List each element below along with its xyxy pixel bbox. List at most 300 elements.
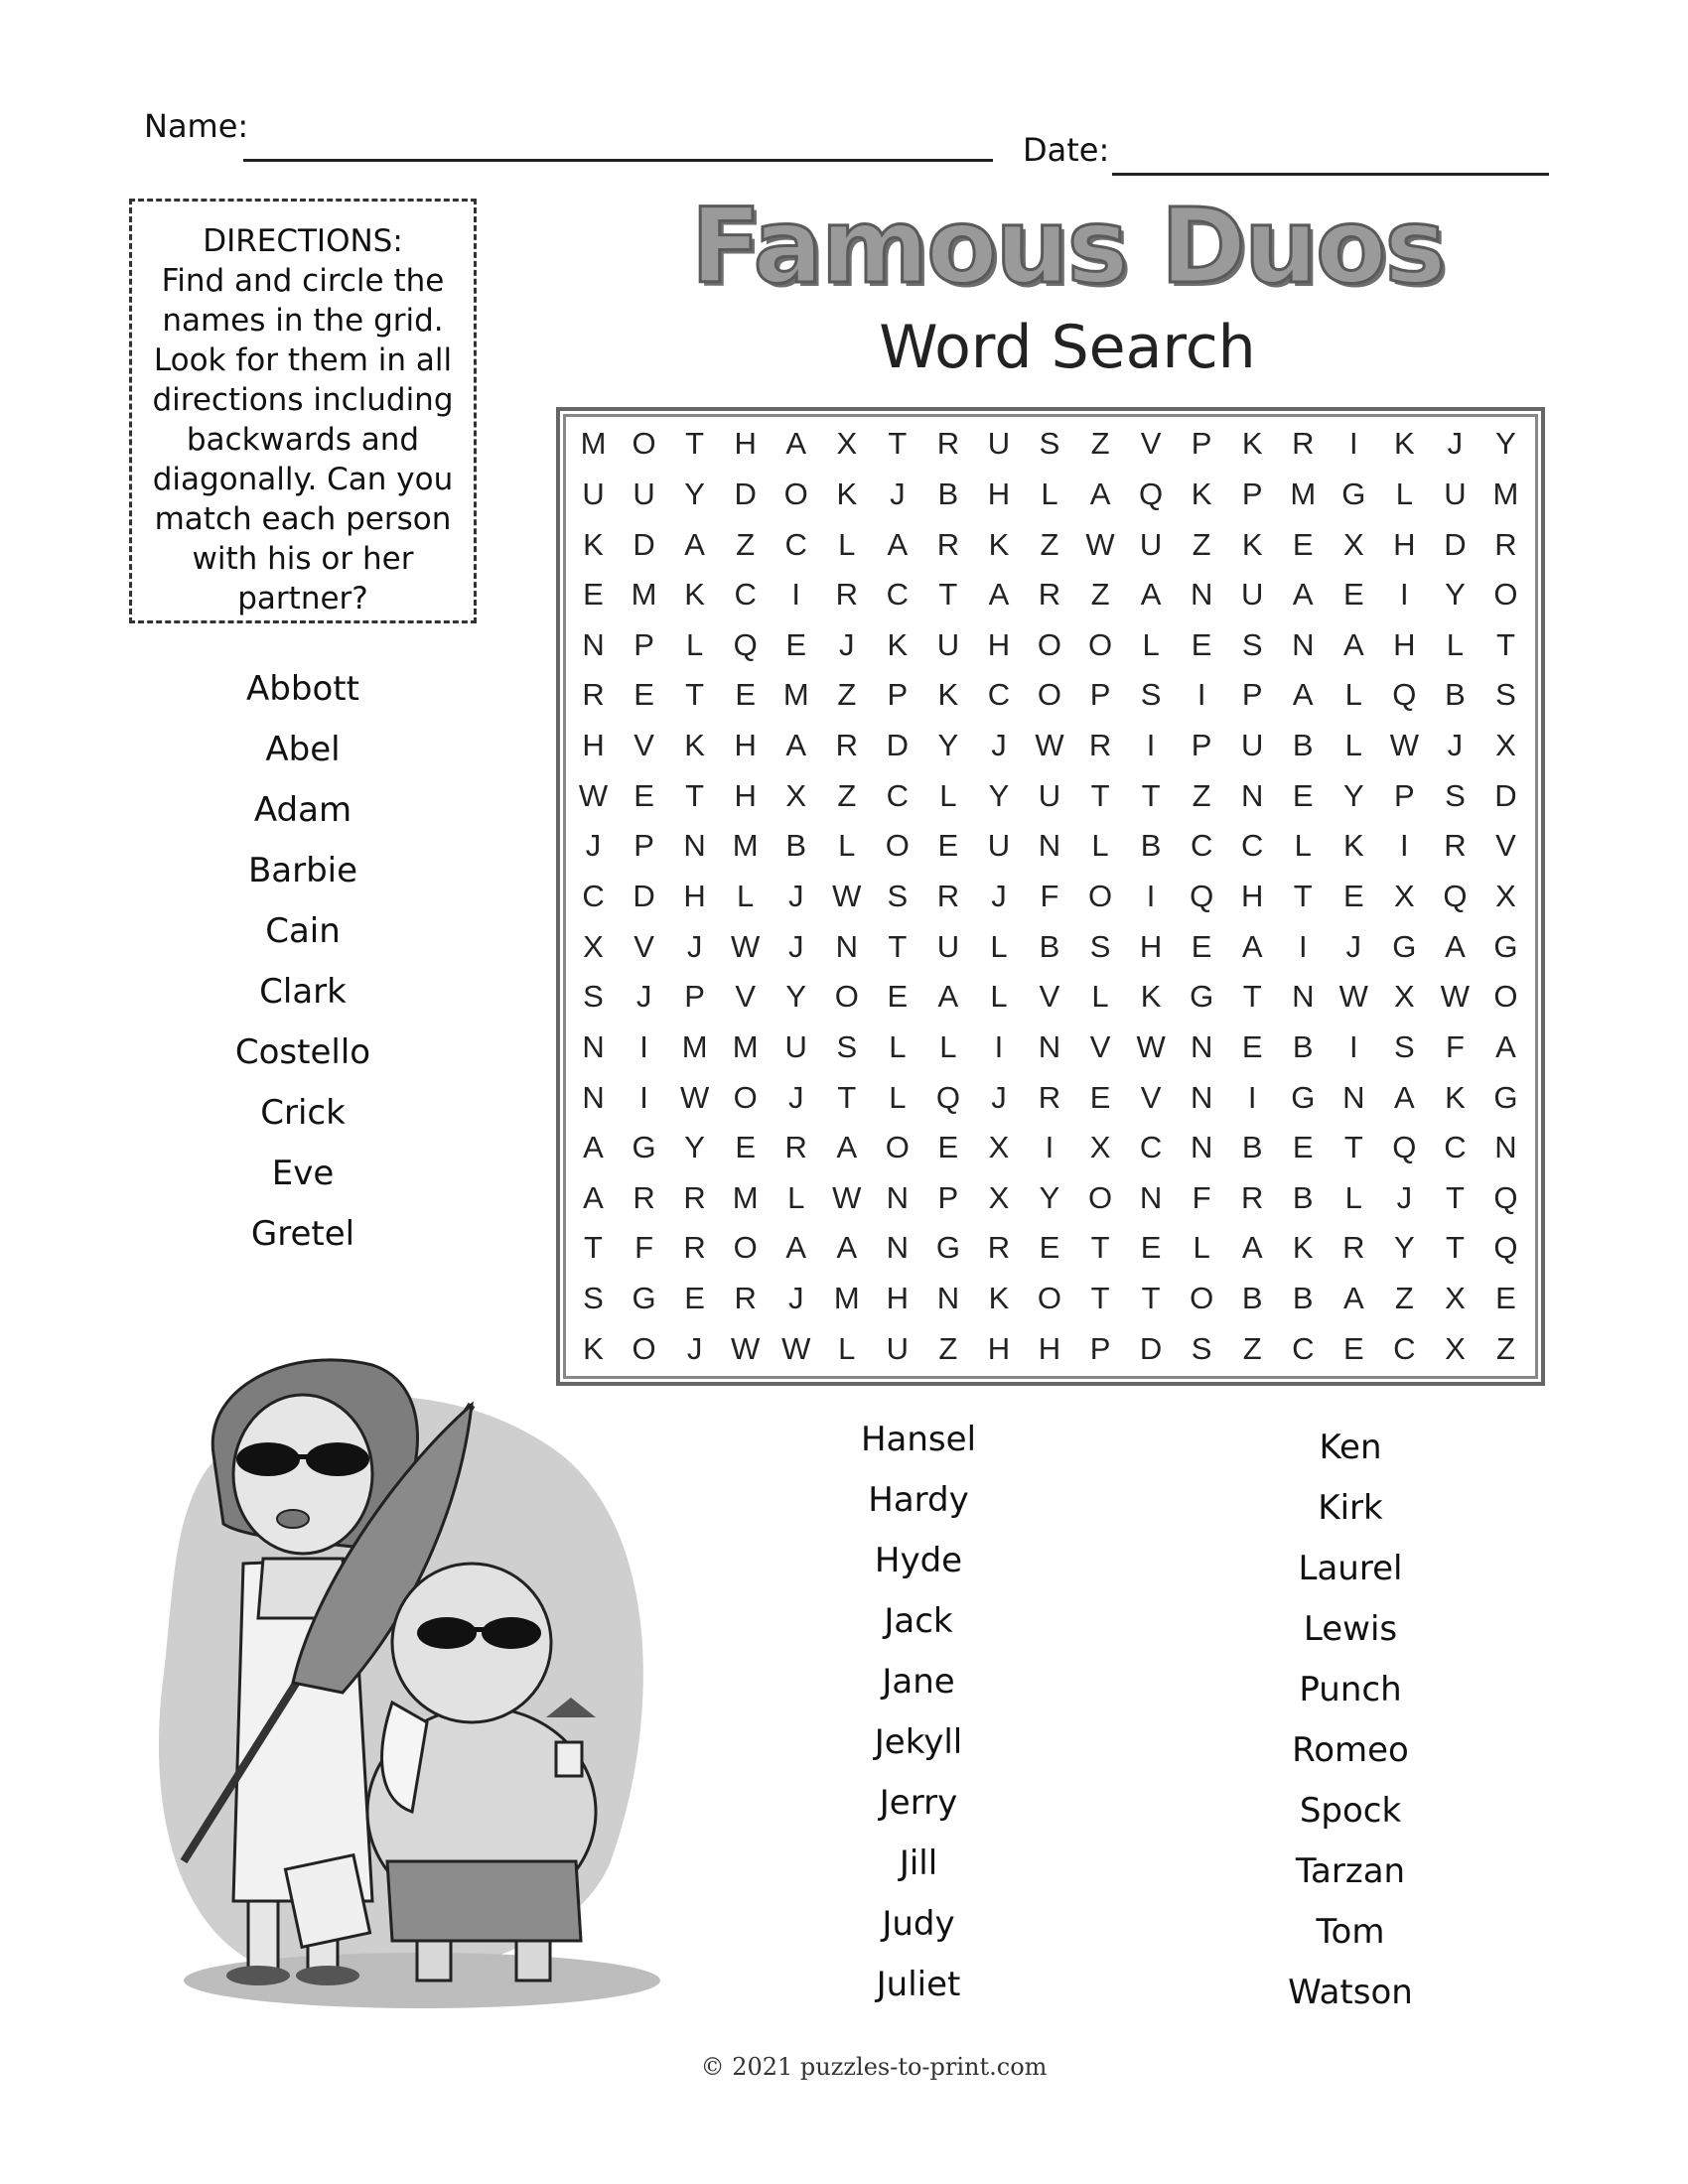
grid-cell[interactable]: S [583, 1281, 604, 1316]
grid-cell[interactable]: G [632, 1130, 656, 1165]
grid-cell[interactable]: T [584, 1230, 603, 1266]
grid-cell[interactable]: U [886, 1330, 910, 1366]
grid-cell[interactable]: N [1190, 1028, 1213, 1064]
grid-cell[interactable]: P [937, 1179, 959, 1215]
grid-cell[interactable]: R [582, 677, 605, 713]
grid-cell[interactable]: F [1445, 1028, 1465, 1064]
grid-cell[interactable]: H [734, 777, 757, 813]
grid-cell[interactable]: J [686, 928, 703, 964]
grid-cell[interactable]: C [1444, 1130, 1467, 1165]
grid-cell[interactable]: U [1444, 476, 1467, 511]
grid-cell[interactable]: S [1039, 426, 1060, 462]
grid-cell[interactable]: Y [1342, 777, 1364, 813]
grid-cell[interactable]: Z [837, 777, 857, 813]
grid-cell[interactable]: T [1141, 1281, 1161, 1316]
grid-cell[interactable]: D [734, 476, 757, 511]
grid-cell[interactable]: J [787, 1079, 804, 1115]
grid-cell[interactable]: I [639, 1028, 648, 1064]
grid-cell[interactable]: K [684, 577, 705, 613]
grid-cell[interactable]: Z [837, 677, 857, 713]
grid-cell[interactable]: A [836, 1130, 858, 1165]
grid-cell[interactable]: I [994, 1028, 1004, 1064]
grid-cell[interactable]: G [1291, 1079, 1316, 1115]
grid-cell[interactable]: E [1292, 1130, 1314, 1165]
grid-cell[interactable]: C [987, 677, 1011, 713]
grid-cell[interactable]: N [1494, 1130, 1517, 1165]
grid-cell[interactable]: A [1394, 1079, 1415, 1115]
grid-cell[interactable]: E [1342, 1330, 1364, 1366]
grid-cell[interactable]: A [785, 728, 807, 763]
grid-cell[interactable]: R [1342, 1230, 1365, 1266]
grid-cell[interactable]: O [1493, 577, 1518, 613]
grid-cell[interactable]: W [1389, 728, 1419, 763]
grid-cell[interactable]: B [1292, 1028, 1314, 1064]
grid-cell[interactable]: Z [1495, 1330, 1515, 1366]
grid-cell[interactable]: X [1394, 878, 1415, 913]
grid-cell[interactable]: H [683, 878, 706, 913]
grid-cell[interactable]: Z [1090, 426, 1110, 462]
grid-cell[interactable]: M [1492, 476, 1519, 511]
grid-cell[interactable]: E [1292, 777, 1314, 813]
grid-cell[interactable]: R [683, 1230, 706, 1266]
grid-cell[interactable]: A [937, 979, 959, 1015]
grid-cell[interactable]: D [633, 878, 655, 913]
grid-cell[interactable]: Y [684, 476, 705, 511]
grid-cell[interactable]: I [1400, 828, 1409, 864]
grid-cell[interactable]: J [787, 1281, 804, 1316]
grid-cell[interactable]: I [1348, 1028, 1358, 1064]
grid-cell[interactable]: Q [1392, 677, 1417, 713]
grid-cell[interactable]: P [684, 979, 705, 1015]
grid-cell[interactable]: R [1241, 1179, 1264, 1215]
grid-cell[interactable]: I [1348, 426, 1358, 462]
grid-cell[interactable]: K [1140, 979, 1162, 1015]
grid-cell[interactable]: J [991, 1079, 1007, 1115]
grid-cell[interactable]: E [684, 1281, 705, 1316]
grid-cell[interactable]: I [1196, 677, 1206, 713]
grid-cell[interactable]: S [1394, 1028, 1415, 1064]
grid-cell[interactable]: X [583, 928, 604, 964]
grid-cell[interactable]: L [990, 928, 1008, 964]
grid-cell[interactable]: O [1190, 1281, 1214, 1316]
grid-cell[interactable]: K [1342, 828, 1364, 864]
grid-cell[interactable]: K [988, 1281, 1010, 1316]
grid-cell[interactable]: I [791, 577, 801, 613]
grid-cell[interactable]: L [1344, 677, 1362, 713]
grid-cell[interactable]: F [1040, 878, 1059, 913]
grid-cell[interactable]: W [731, 928, 761, 964]
grid-cell[interactable]: O [1493, 979, 1518, 1015]
grid-cell[interactable]: U [987, 828, 1011, 864]
grid-cell[interactable]: L [990, 979, 1008, 1015]
grid-cell[interactable]: N [582, 1079, 605, 1115]
grid-cell[interactable]: R [936, 426, 960, 462]
grid-cell[interactable]: E [1140, 1230, 1162, 1266]
grid-cell[interactable]: Z [1394, 1281, 1414, 1316]
grid-cell[interactable]: T [1445, 1179, 1465, 1215]
grid-cell[interactable]: J [1447, 728, 1464, 763]
grid-cell[interactable]: Z [1192, 777, 1211, 813]
grid-cell[interactable]: H [1393, 526, 1416, 562]
grid-cell[interactable]: Y [1445, 577, 1466, 613]
date-field[interactable] [1112, 173, 1549, 176]
grid-cell[interactable]: W [1035, 728, 1064, 763]
grid-cell[interactable]: P [1241, 677, 1263, 713]
grid-cell[interactable]: L [1091, 828, 1109, 864]
grid-cell[interactable]: E [633, 677, 654, 713]
grid-cell[interactable]: E [1342, 878, 1364, 913]
grid-cell[interactable]: O [632, 1330, 656, 1366]
grid-cell[interactable]: Z [1242, 1330, 1262, 1366]
grid-cell[interactable]: O [885, 828, 910, 864]
grid-cell[interactable]: Q [1139, 476, 1164, 511]
grid-cell[interactable]: P [1394, 777, 1415, 813]
grid-cell[interactable]: C [1241, 828, 1264, 864]
grid-cell[interactable]: S [1495, 677, 1516, 713]
grid-cell[interactable]: P [633, 828, 654, 864]
grid-cell[interactable]: D [1139, 1330, 1163, 1366]
grid-cell[interactable]: A [785, 1230, 807, 1266]
grid-cell[interactable]: T [888, 928, 908, 964]
grid-cell[interactable]: R [987, 1230, 1011, 1266]
grid-cell[interactable]: N [1241, 777, 1264, 813]
grid-cell[interactable]: A [988, 577, 1010, 613]
grid-cell[interactable]: T [1293, 878, 1313, 913]
grid-cell[interactable]: A [1241, 928, 1263, 964]
grid-cell[interactable]: V [1495, 828, 1516, 864]
grid-cell[interactable]: L [1294, 828, 1312, 864]
grid-cell[interactable]: X [785, 777, 807, 813]
grid-cell[interactable]: I [1400, 577, 1409, 613]
grid-cell[interactable]: C [1393, 1330, 1416, 1366]
grid-cell[interactable]: X [1445, 1330, 1466, 1366]
grid-cell[interactable]: K [988, 526, 1010, 562]
grid-cell[interactable]: X [988, 1130, 1010, 1165]
grid-cell[interactable]: W [832, 878, 862, 913]
grid-cell[interactable]: T [938, 577, 958, 613]
grid-cell[interactable]: T [1242, 979, 1262, 1015]
grid-cell[interactable]: U [936, 626, 960, 662]
grid-cell[interactable]: U [784, 1028, 807, 1064]
grid-cell[interactable]: A [1292, 677, 1314, 713]
grid-cell[interactable]: R [1494, 526, 1517, 562]
grid-cell[interactable]: R [1292, 426, 1315, 462]
grid-cell[interactable]: K [1241, 426, 1263, 462]
grid-cell[interactable]: A [583, 1130, 604, 1165]
grid-cell[interactable]: V [1140, 1079, 1162, 1115]
grid-cell[interactable]: O [733, 1079, 758, 1115]
grid-cell[interactable]: H [886, 1281, 910, 1316]
grid-cell[interactable]: N [1139, 1179, 1163, 1215]
grid-cell[interactable]: M [681, 1028, 708, 1064]
word-search-grid[interactable] [556, 407, 1545, 1386]
grid-cell[interactable]: Z [1040, 526, 1059, 562]
grid-cell[interactable]: R [1088, 728, 1112, 763]
grid-cell[interactable]: H [1139, 928, 1163, 964]
grid-cell[interactable]: A [1292, 577, 1314, 613]
grid-cell[interactable]: C [886, 577, 910, 613]
grid-cell[interactable]: E [633, 777, 654, 813]
grid-cell[interactable]: Q [1392, 1130, 1417, 1165]
grid-cell[interactable]: K [836, 476, 858, 511]
grid-cell[interactable]: Q [1493, 1230, 1518, 1266]
grid-cell[interactable]: W [1440, 979, 1471, 1015]
grid-cell[interactable]: X [1495, 878, 1516, 913]
grid-cell[interactable]: C [734, 577, 757, 613]
grid-cell[interactable]: S [1089, 928, 1111, 964]
grid-cell[interactable]: P [1191, 728, 1212, 763]
grid-cell[interactable]: N [1190, 1130, 1213, 1165]
grid-cell[interactable]: L [1395, 476, 1413, 511]
grid-cell[interactable]: R [936, 526, 960, 562]
grid-cell[interactable]: K [1191, 476, 1212, 511]
grid-cell[interactable]: S [1191, 1330, 1212, 1366]
grid-cell[interactable]: Q [1493, 1179, 1518, 1215]
grid-cell[interactable]: J [1396, 1179, 1413, 1215]
grid-cell[interactable]: N [835, 928, 858, 964]
grid-cell[interactable]: T [685, 426, 705, 462]
grid-cell[interactable]: E [937, 1130, 959, 1165]
grid-cell[interactable]: Q [935, 1079, 960, 1115]
grid-cell[interactable]: L [1142, 626, 1160, 662]
grid-cell[interactable]: C [1139, 1130, 1163, 1165]
grid-cell[interactable]: K [1394, 426, 1415, 462]
grid-cell[interactable]: V [735, 979, 757, 1015]
grid-cell[interactable]: X [1445, 1281, 1466, 1316]
grid-cell[interactable]: Y [684, 1130, 705, 1165]
grid-cell[interactable]: N [1038, 828, 1061, 864]
grid-cell[interactable]: B [1039, 928, 1060, 964]
grid-cell[interactable]: L [1041, 476, 1058, 511]
grid-cell[interactable]: V [633, 928, 654, 964]
grid-cell[interactable]: U [1139, 526, 1163, 562]
grid-cell[interactable]: G [1190, 979, 1214, 1015]
grid-cell[interactable]: P [1089, 677, 1111, 713]
grid-cell[interactable]: S [1140, 677, 1162, 713]
grid-cell[interactable]: E [735, 677, 757, 713]
grid-cell[interactable]: S [887, 878, 909, 913]
grid-cell[interactable]: C [784, 526, 807, 562]
grid-cell[interactable]: W [1085, 526, 1115, 562]
grid-cell[interactable]: B [937, 476, 959, 511]
grid-cell[interactable]: M [782, 677, 809, 713]
grid-cell[interactable]: W [679, 1079, 710, 1115]
grid-cell[interactable]: K [583, 1330, 604, 1366]
grid-cell[interactable]: X [988, 1179, 1010, 1215]
grid-cell[interactable]: C [886, 777, 910, 813]
grid-cell[interactable]: J [991, 728, 1007, 763]
grid-cell[interactable]: A [1495, 1028, 1516, 1064]
grid-cell[interactable]: H [1241, 878, 1264, 913]
grid-cell[interactable]: R [1038, 1079, 1061, 1115]
grid-cell[interactable]: A [1342, 626, 1364, 662]
grid-cell[interactable]: A [836, 1230, 858, 1266]
grid-cell[interactable]: I [1146, 728, 1156, 763]
grid-cell[interactable]: H [582, 728, 605, 763]
grid-cell[interactable]: W [832, 1179, 862, 1215]
grid-cell[interactable]: I [1045, 1130, 1055, 1165]
grid-cell[interactable]: A [583, 1179, 604, 1215]
grid-cell[interactable]: A [1445, 928, 1466, 964]
grid-cell[interactable]: D [1494, 777, 1517, 813]
grid-cell[interactable]: T [1090, 777, 1110, 813]
grid-cell[interactable]: H [734, 728, 757, 763]
grid-cell[interactable]: E [1342, 577, 1364, 613]
grid-cell[interactable]: J [1447, 426, 1464, 462]
grid-cell[interactable]: N [936, 1281, 960, 1316]
grid-cell[interactable]: G [935, 1230, 960, 1266]
name-field[interactable] [243, 159, 993, 162]
grid-cell[interactable]: E [1495, 1281, 1516, 1316]
grid-cell[interactable]: U [582, 476, 605, 511]
grid-cell[interactable]: L [838, 526, 856, 562]
grid-cell[interactable]: R [835, 577, 858, 613]
grid-cell[interactable]: O [1037, 677, 1062, 713]
grid-cell[interactable]: E [735, 1130, 757, 1165]
grid-cell[interactable]: B [1292, 1179, 1314, 1215]
grid-cell[interactable]: W [731, 1330, 761, 1366]
grid-cell[interactable]: L [838, 828, 856, 864]
grid-cell[interactable]: R [936, 878, 960, 913]
grid-cell[interactable]: J [839, 626, 855, 662]
grid-cell[interactable]: B [1241, 1281, 1263, 1316]
grid-cell[interactable]: O [1037, 626, 1062, 662]
grid-cell[interactable]: E [785, 626, 807, 662]
grid-cell[interactable]: Q [1190, 878, 1214, 913]
grid-cell[interactable]: B [1292, 728, 1314, 763]
grid-cell[interactable]: Y [1039, 1179, 1060, 1215]
grid-cell[interactable]: R [784, 1130, 807, 1165]
grid-cell[interactable]: V [1140, 426, 1162, 462]
grid-cell[interactable]: L [1344, 728, 1362, 763]
grid-cell[interactable]: A [785, 426, 807, 462]
grid-cell[interactable]: W [781, 1330, 811, 1366]
grid-cell[interactable]: L [838, 1330, 856, 1366]
grid-cell[interactable]: N [1342, 1079, 1365, 1115]
grid-cell[interactable]: L [1446, 626, 1465, 662]
grid-cell[interactable]: J [991, 878, 1007, 913]
grid-cell[interactable]: R [633, 1179, 655, 1215]
grid-cell[interactable]: U [633, 476, 655, 511]
grid-cell[interactable]: I [639, 1079, 648, 1115]
grid-cell[interactable]: P [1241, 476, 1263, 511]
grid-cell[interactable]: U [1038, 777, 1061, 813]
grid-cell[interactable]: N [1292, 979, 1315, 1015]
grid-cell[interactable]: D [1444, 526, 1467, 562]
grid-cell[interactable]: L [737, 878, 755, 913]
grid-cell[interactable]: N [1292, 626, 1315, 662]
grid-cell[interactable]: K [583, 526, 604, 562]
grid-cell[interactable]: X [1495, 728, 1516, 763]
grid-cell[interactable]: A [1241, 1230, 1263, 1266]
grid-cell[interactable]: J [585, 828, 602, 864]
grid-cell[interactable]: G [1392, 928, 1417, 964]
grid-cell[interactable]: N [886, 1179, 910, 1215]
grid-cell[interactable]: N [1190, 1079, 1213, 1115]
grid-cell[interactable]: J [686, 1330, 703, 1366]
grid-cell[interactable]: R [1038, 577, 1061, 613]
grid-cell[interactable]: A [1342, 1281, 1364, 1316]
grid-cell[interactable]: N [1190, 577, 1213, 613]
grid-cell[interactable]: P [887, 677, 909, 713]
grid-cell[interactable]: O [885, 1130, 910, 1165]
grid-cell[interactable]: B [1241, 1130, 1263, 1165]
grid-cell[interactable]: Y [1495, 426, 1516, 462]
grid-cell[interactable]: V [633, 728, 654, 763]
grid-cell[interactable]: N [582, 626, 605, 662]
grid-cell[interactable]: L [787, 1179, 805, 1215]
grid-cell[interactable]: P [633, 626, 654, 662]
grid-cell[interactable]: O [1087, 626, 1113, 662]
grid-cell[interactable]: E [887, 979, 909, 1015]
grid-cell[interactable]: Y [1394, 1230, 1415, 1266]
grid-cell[interactable]: W [1136, 1028, 1166, 1064]
grid-cell[interactable]: O [1037, 1281, 1062, 1316]
grid-cell[interactable]: L [1091, 979, 1109, 1015]
grid-cell[interactable]: H [734, 426, 757, 462]
grid-cell[interactable]: E [1241, 1028, 1263, 1064]
grid-cell[interactable]: C [1190, 828, 1213, 864]
grid-cell[interactable]: M [732, 1179, 759, 1215]
grid-cell[interactable]: Z [1192, 526, 1211, 562]
grid-cell[interactable]: O [1087, 1179, 1113, 1215]
grid-cell[interactable]: Z [938, 1330, 958, 1366]
grid-cell[interactable]: T [685, 677, 705, 713]
grid-cell[interactable]: A [1089, 476, 1111, 511]
grid-cell[interactable]: G [1493, 928, 1518, 964]
grid-cell[interactable]: H [987, 476, 1011, 511]
grid-cell[interactable]: C [1292, 1330, 1315, 1366]
grid-cell[interactable]: O [834, 979, 859, 1015]
grid-cell[interactable]: L [686, 626, 704, 662]
grid-cell[interactable]: R [683, 1179, 706, 1215]
grid-cell[interactable]: X [1394, 979, 1415, 1015]
grid-cell[interactable]: I [1298, 928, 1308, 964]
grid-cell[interactable]: R [835, 728, 858, 763]
grid-cell[interactable]: E [1039, 1230, 1060, 1266]
grid-cell[interactable]: S [1445, 777, 1466, 813]
grid-cell[interactable]: E [937, 828, 959, 864]
grid-cell[interactable]: T [1141, 777, 1161, 813]
grid-cell[interactable]: N [683, 828, 706, 864]
grid-cell[interactable]: G [632, 1281, 656, 1316]
grid-cell[interactable]: C [582, 878, 605, 913]
grid-cell[interactable]: J [890, 476, 906, 511]
grid-cell[interactable]: H [987, 1330, 1011, 1366]
grid-cell[interactable]: H [1393, 626, 1416, 662]
grid-cell[interactable]: K [1241, 526, 1263, 562]
grid-cell[interactable]: H [987, 626, 1011, 662]
grid-cell[interactable]: A [1140, 577, 1162, 613]
grid-cell[interactable]: X [1089, 1130, 1111, 1165]
grid-cell[interactable]: G [1341, 476, 1366, 511]
grid-cell[interactable]: K [1445, 1079, 1466, 1115]
grid-cell[interactable]: U [1241, 577, 1264, 613]
grid-cell[interactable]: K [684, 728, 705, 763]
grid-cell[interactable]: T [837, 1079, 857, 1115]
grid-cell[interactable]: R [734, 1281, 757, 1316]
grid-cell[interactable]: L [939, 1028, 957, 1064]
grid-cell[interactable]: L [939, 777, 957, 813]
grid-cell[interactable]: X [1342, 526, 1364, 562]
grid-cell[interactable]: J [1345, 928, 1362, 964]
grid-cell[interactable]: L [1344, 1179, 1362, 1215]
grid-cell[interactable]: Y [937, 728, 959, 763]
grid-cell[interactable]: M [833, 1281, 860, 1316]
grid-cell[interactable]: N [886, 1230, 910, 1266]
grid-cell[interactable]: U [1241, 728, 1264, 763]
grid-cell[interactable]: U [936, 928, 960, 964]
